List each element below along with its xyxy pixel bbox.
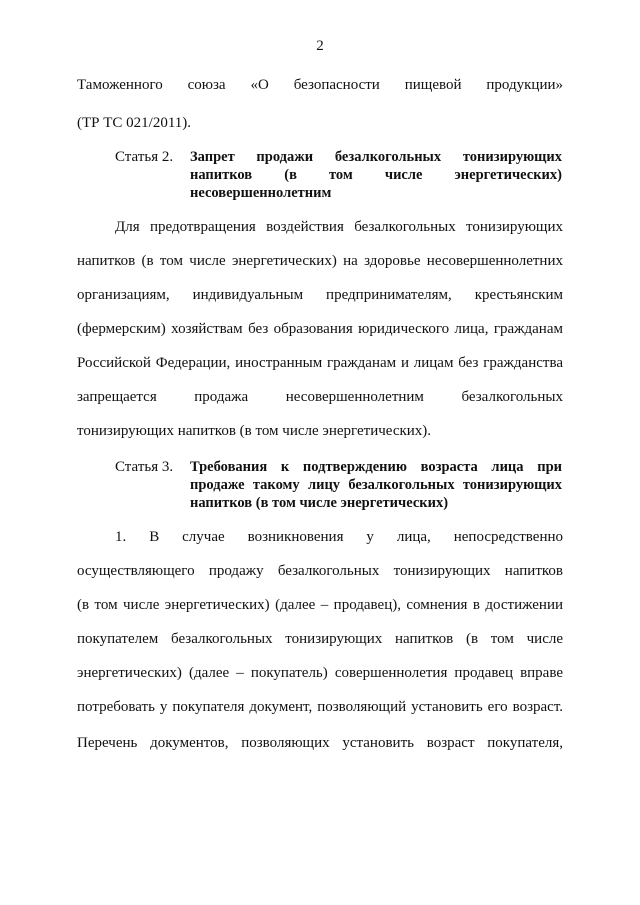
article-2-title-line: напитков (в том числе энергетических) xyxy=(190,167,562,183)
page-number: 2 xyxy=(316,38,324,54)
text-line: (фермерским) хозяйствам без образования юридического лица, гражданам xyxy=(77,321,563,337)
article-3-title-line: продаже такому лицу безалкогольных тонизирующих xyxy=(190,477,562,493)
text-line: (в том числе энергетических) (далее – продавец), сомнения в достижении xyxy=(77,597,563,613)
article-2-title-line: Запрет продажи безалкогольных тонизирующих xyxy=(190,149,562,165)
article-2-title-line: несовершеннолетним xyxy=(190,185,332,201)
text-line: осуществляющего продажу безалкогольных тонизирующих напитков xyxy=(77,563,563,579)
text-line: (ТР ТС 021/2011). xyxy=(77,115,192,131)
text-line: Российской Федерации, иностранным гражданам и лицам без гражданства xyxy=(77,355,563,371)
article-3-title-line: напитков (в том числе энергетических) xyxy=(190,495,449,511)
text-line: Перечень документов, позволяющих установить возраст покупателя, xyxy=(77,735,563,751)
text-line: 1. В случае возникновения у лица, непосредственно xyxy=(115,529,563,545)
text-line: покупателем безалкогольных тонизирующих напитков (в том числе xyxy=(77,631,563,647)
text-line: Таможенного союза «О безопасности пищевой продукции» xyxy=(77,77,563,93)
text-line: тонизирующих напитков (в том числе энергетических). xyxy=(77,423,432,439)
text-line: Для предотвращения воздействия безалкогольных тонизирующих xyxy=(115,219,563,235)
text-line: организациям, индивидуальным предпринимателям, крестьянским xyxy=(77,287,563,303)
text-line: запрещается продажа несовершеннолетним безалкогольных xyxy=(77,389,563,405)
article-3-title-line: Требования к подтверждению возраста лица при xyxy=(190,459,562,475)
text-line: напитков (в том числе энергетических) на здоровье несовершеннолетних xyxy=(77,253,563,269)
text-line: энергетических) (далее – покупатель) совершеннолетия продавец вправе xyxy=(77,665,563,681)
text-line: потребовать у покупателя документ, позволяющий установить его возраст. xyxy=(77,699,563,715)
article-3-label: Статья 3. xyxy=(115,459,174,475)
article-2-label: Статья 2. xyxy=(115,149,174,165)
